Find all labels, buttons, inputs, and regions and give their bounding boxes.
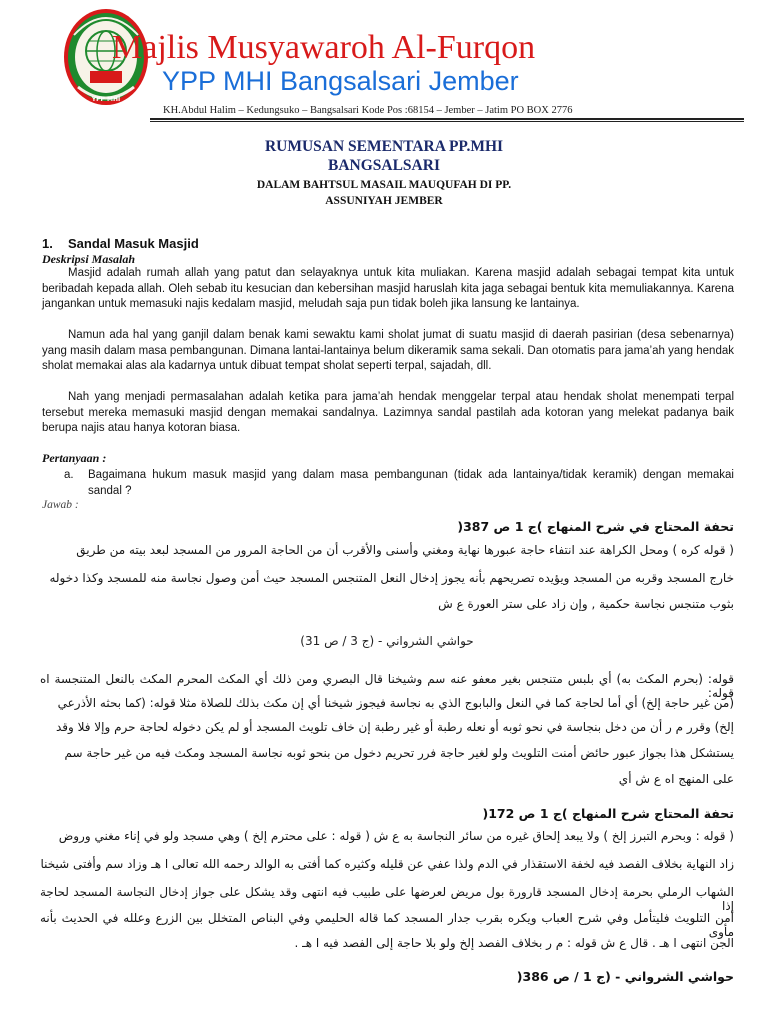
letterhead-address: KH.Abdul Halim – Kedungsuko – Bangsalsari Kode Pos :68154 – Jember – Jatim PO BOX 2776 <box>163 105 573 116</box>
reference-line: ( قوله كره ) ومحل الكراهة عند انتفاء حاجة عبورها نهاية ومغني وأسنى والأقرب أن من الحاجة المرور من المسجد لبعد بيته من طريق <box>76 543 734 557</box>
paragraph-text: Namun ada hal yang ganjil dalam benak kami sewaktu kami sholat jumat di suatu masjid di daerah pasirian (desa sebenarnya) yang masih dalam masa pembangunan. Dimana lantai-lantainya belum dikeramik sama sekali. Dan otomatis para jama’ah yang hendak sholat memakai alas ala kadarnya untuk dibuat tempat sholat seperti terpal, sajadah, dll. <box>42 329 734 372</box>
paragraph-text: Masjid adalah rumah allah yang patut dan selayaknya untuk kita muliakan. Karena masjid adalah sebagai tempat kita untuk beribadah kepada allah. Oleh sebab itu kesucian dan kebersihan masjid haruslah kita jaga sebagai bentuk kita memuliakannya. Karena jangankan untuk memasuki najis kedalam masjid, meludah saja pun tidak boleh jika lansung ke lantainya. <box>42 267 734 310</box>
document-subtitle-line1: DALAM BAHTSUL MASAIL MAUQUFAH DI PP. <box>256 179 512 191</box>
pertanyaan-label: Pertanyaan : <box>42 451 107 465</box>
reference-line: أمن التلويث فليتأمل وفي شرح العباب ويكره بقرب جدار المسجد كما قاله الحليمي وفي البناص المتخلل بين الزرع وعلله في الحديث بأنه مأوى <box>40 911 734 939</box>
reference-line: الشهاب الرملي بحرمة إدخال المسجد قارورة بول مريض لعرضها على طبيب فيه انتهى وقد يشكل على جواز إدخال النجاسة المسجد لحاجة إذا <box>40 885 734 913</box>
question-text: Bagaimana hukum masuk masjid yang dalam masa pembangunan (tidak ada lantainya/tidak keramik) dengan memakai sandal ? <box>88 469 734 497</box>
document-title-line2: BANGSALSARI <box>328 157 440 174</box>
reference-heading: حواشي الشرواني - (ج 1 / ص 386( <box>516 969 734 984</box>
question-letter: a. <box>64 469 74 481</box>
reference-line: على المنهج اه ع ش أي <box>618 772 734 786</box>
letterhead-divider-thin <box>150 121 744 122</box>
deskripsi-label: Deskripsi Masalah <box>42 252 136 266</box>
letterhead-title: Majlis Musyawaroh Al-Furqon <box>112 29 536 66</box>
paragraph-text: Nah yang menjadi permasalahan adalah ketika para jama’ah hendak menggelar terpal atau hendak sholat menempati terpal tersebut mereka memasuki masjid dengan memakai sandalnya. Lazimnya sandal pastilah ada kotoran yang melekat padanya baik berupa najis atau hanya kotoran biasa. <box>42 391 734 434</box>
reference-line: قوله: (بحرم المكث به) أي بلبس متنجس بغير معفو عنه سم وشيخنا قال البصري ومن ذلك أي المكث المحرم المكث بالنعل المتنجسة اه قوله: <box>40 672 734 700</box>
reference-line: يستشكل هذا بجواز عبور حائض أمنت التلويث ولو لغير حاجة فرر تحريم دخول من بنحو ثوبه نجاسة المسجد ومكث فيه من غير حاجة سم <box>64 746 734 760</box>
reference-line: زاد النهاية بخلاف الفصد فيه لخفة الاستقذار في الدم ولذا عفي عن قليله وكثيره كما أفتى به الوالد رحمه الله تعالى ا هـ وزاد سم وأفتى شيخنا <box>40 857 734 871</box>
reference-line: (من غير حاجة إلخ) أي أما لحاجة كما في النعل والبابوج الذي به نجاسة فيجوز شيخنا أي إن مكث بذلك للصلاة مثلا قوله: (كما بحثه الأذرعي <box>57 696 734 710</box>
letterhead <box>0 0 768 120</box>
section-title: Sandal Masuk Masjid <box>68 236 199 251</box>
reference-line: إلخ) وقرر م ر أن من دخل بنجاسة في نحو ثوبه أو نعله رطبة أو غير رطبة إن خاف تلويث المسجد أو لم يكن دخوله لحاجة حرم وإلا فلا وقد <box>55 720 734 734</box>
reference-line: الجن انتهى ا هـ . قال ع ش قوله : م ر بخلاف الفصد إلخ ولو بلا حاجة إلى الفصد فيه ا هـ . <box>294 936 734 950</box>
letterhead-subtitle: YPP MHI Bangsalsari Jember <box>162 66 519 96</box>
logo-caption: YPP MHI <box>91 96 121 103</box>
section-heading <box>42 236 199 251</box>
description-paragraph <box>42 266 734 313</box>
question-item <box>64 468 734 499</box>
document-subtitle-line2: ASSUNIYAH JEMBER <box>325 195 443 207</box>
reference-line: بثوب متنجس نجاسة حكمية , وإن زاد على ستر العورة ع ش <box>438 597 734 611</box>
description-paragraph <box>42 390 734 437</box>
reference-citation: حواشي الشرواني - (ج 3 / ص 31) <box>300 634 474 648</box>
reference-line: خارج المسجد وقربه من المسجد ويؤيده تصريحهم بأنه يجوز إدخال النعل المتنجس المسجد حيث أمن وصول نجاسة منه للمسجد وكذا دخوله <box>49 571 734 585</box>
jawab-label: Jawab : <box>42 499 79 511</box>
description-paragraph <box>42 328 734 375</box>
document-title-line1: RUMUSAN SEMENTARA PP.MHI <box>264 138 504 155</box>
reference-heading: تحفة المحتاج في شرح المنهاج )ج 1 ص 387( <box>457 519 734 534</box>
reference-heading: تحفة المحتاج شرح المنهاج )ج 1 ص 172( <box>482 806 734 821</box>
section-number: 1. <box>42 236 53 251</box>
letterhead-divider <box>150 118 744 120</box>
reference-line: ( قوله : وبحرم التبرز إلخ ) ولا يبعد إلحاق غيره من سائر النجاسة به ع ش ( قوله : على محترم إلخ ) وهي مسجد ولو في إناء مغني وروض <box>58 829 734 843</box>
